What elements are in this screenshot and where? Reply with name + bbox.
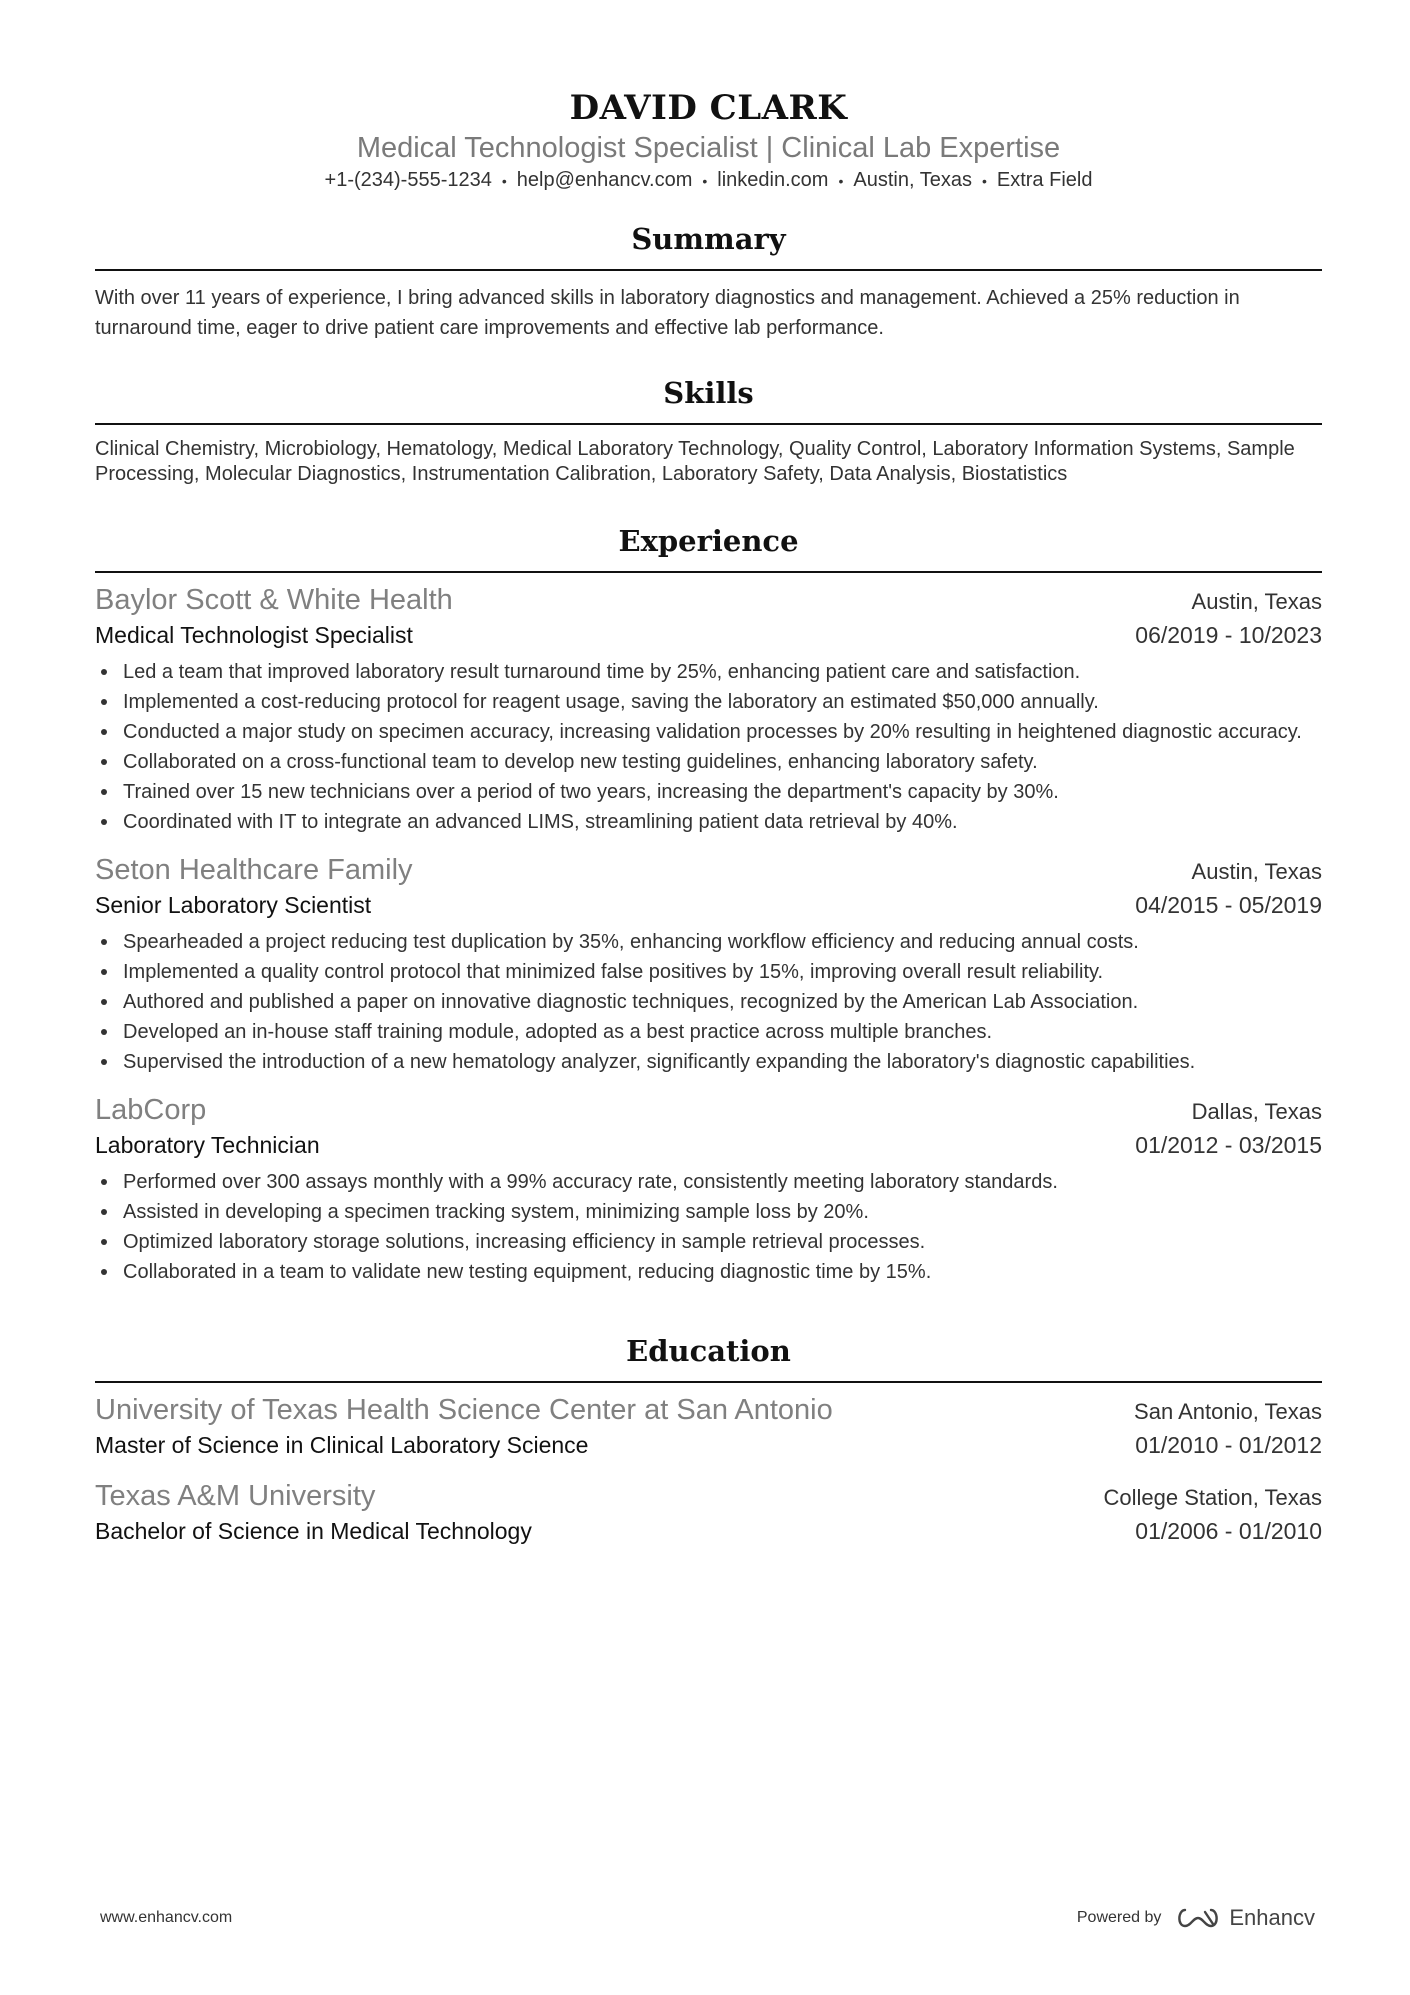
edu-location: College Station, Texas: [1103, 1484, 1322, 1510]
candidate-name: DAVID CLARK: [569, 88, 848, 128]
edu-dates: 01/2010 - 01/2012: [1135, 1431, 1322, 1458]
education-section: [95, 1331, 1322, 1547]
job-entry: [95, 581, 1322, 837]
skills-text: Clinical Chemistry, Microbiology, Hematology, Medical Laboratory Technology, Quality Control, Laboratory Information Systems, Sample Processing, Molecular Diagnostics, Instrumentation Calibration, Laboratory Safety, Data Analysis, Biostatistics: [95, 437, 1295, 485]
contact-linkedin[interactable]: linkedin.com: [717, 169, 829, 191]
powered-by: [1077, 1905, 1315, 1931]
bullet-item: Optimized laboratory storage solutions, increasing efficiency in sample retrieval processes.: [95, 1227, 1322, 1257]
bullet-item: Implemented a quality control protocol that minimized false positives by 15%, improving overall result reliability.: [95, 957, 1322, 987]
section-heading-experience: Experience: [95, 521, 1322, 573]
edu-degree: Master of Science in Clinical Laboratory Science: [95, 1431, 589, 1458]
powered-by-label: Powered by: [1076, 1909, 1162, 1926]
job-entry: [95, 1091, 1322, 1287]
section-heading-skills: Skills: [95, 373, 1322, 425]
section-heading-summary: Summary: [95, 219, 1322, 271]
footer-website-link[interactable]: www.enhancv.com: [100, 1909, 233, 1926]
separator-dot: •: [702, 172, 708, 189]
page-footer: [100, 1905, 1315, 1931]
job-company: Baylor Scott & White Health: [95, 583, 453, 616]
job-bullets: [95, 1167, 1322, 1287]
bullet-item: Performed over 300 assays monthly with a 99% accuracy rate, consistently meeting laboratory standards.: [95, 1167, 1322, 1197]
contact-location: Austin, Texas: [853, 169, 972, 191]
job-dates: 04/2015 - 05/2019: [1135, 891, 1322, 918]
contact-line: [95, 166, 1322, 195]
job-company: Seton Healthcare Family: [95, 853, 413, 886]
experience-section: [95, 521, 1322, 1287]
job-role: Medical Technologist Specialist: [95, 621, 413, 648]
job-location: Austin, Texas: [1191, 858, 1322, 884]
summary-section: [95, 219, 1322, 343]
job-dates: 06/2019 - 10/2023: [1135, 621, 1322, 648]
summary-text: With over 11 years of experience, I bring advanced skills in laboratory diagnostics and management. Achieved a 25% reduction in turnaround time, eager to drive patient care improvements and effective lab performance.: [95, 286, 1240, 339]
job-location: Dallas, Texas: [1191, 1098, 1322, 1124]
job-dates: 01/2012 - 03/2015: [1135, 1131, 1322, 1158]
bullet-item: Collaborated on a cross-functional team to develop new testing guidelines, enhancing laboratory safety.: [95, 747, 1322, 777]
contact-phone: +1-(234)-555-1234: [324, 169, 492, 191]
bullet-item: Assisted in developing a specimen tracking system, minimizing sample loss by 20%.: [95, 1197, 1322, 1227]
resume-header: [95, 0, 1322, 195]
brand-name: Enhancv: [1229, 1905, 1315, 1930]
job-location: Austin, Texas: [1191, 588, 1322, 614]
brand-logo[interactable]: [1175, 1905, 1315, 1931]
contact-email[interactable]: help@enhancv.com: [516, 169, 693, 191]
edu-degree: Bachelor of Science in Medical Technology: [95, 1517, 532, 1544]
job-bullets: [95, 927, 1322, 1077]
contact-extra: Extra Field: [996, 169, 1093, 191]
job-entry: [95, 851, 1322, 1077]
bullet-item: Developed an in-house staff training module, adopted as a best practice across multiple branches.: [95, 1017, 1322, 1047]
edu-dates: 01/2006 - 01/2010: [1135, 1517, 1322, 1544]
separator-dot: •: [501, 172, 507, 189]
edu-school: Texas A&M University: [95, 1479, 376, 1512]
separator-dot: •: [981, 172, 987, 189]
bullet-item: Spearheaded a project reducing test duplication by 35%, enhancing workflow efficiency and reducing annual costs.: [95, 927, 1322, 957]
education-entry: [95, 1477, 1322, 1547]
separator-dot: •: [838, 172, 844, 189]
job-company: LabCorp: [95, 1093, 207, 1126]
bullet-item: Supervised the introduction of a new hematology analyzer, significantly expanding the laboratory's diagnostic capabilities.: [95, 1047, 1322, 1077]
bullet-item: Collaborated in a team to validate new testing equipment, reducing diagnostic time by 15%.: [95, 1257, 1322, 1287]
bullet-item: Trained over 15 new technicians over a period of two years, increasing the department's capacity by 30%.: [95, 777, 1322, 807]
edu-school: University of Texas Health Science Center at San Antonio: [95, 1393, 833, 1426]
bullet-item: Conducted a major study on specimen accuracy, increasing validation processes by 20% resulting in heightened diagnostic accuracy.: [95, 717, 1322, 747]
candidate-title: Medical Technologist Specialist | Clinical Lab Expertise: [356, 132, 1061, 164]
enhancv-logo-icon: [1175, 1906, 1221, 1930]
bullet-item: Implemented a cost-reducing protocol for reagent usage, saving the laboratory an estimated $50,000 annually.: [95, 687, 1322, 717]
edu-location: San Antonio, Texas: [1134, 1398, 1322, 1424]
bullet-item: Authored and published a paper on innovative diagnostic techniques, recognized by the American Lab Association.: [95, 987, 1322, 1017]
bullet-item: Coordinated with IT to integrate an advanced LIMS, streamlining patient data retrieval by 40%.: [95, 807, 1322, 837]
job-role: Laboratory Technician: [95, 1131, 320, 1158]
education-entry: [95, 1391, 1322, 1461]
skills-section: [95, 373, 1322, 487]
resume-page: [95, 0, 1322, 1995]
job-role: Senior Laboratory Scientist: [95, 891, 372, 918]
bullet-item: Led a team that improved laboratory result turnaround time by 25%, enhancing patient care and satisfaction.: [95, 657, 1322, 687]
job-bullets: [95, 657, 1322, 837]
section-heading-education: Education: [95, 1331, 1322, 1383]
